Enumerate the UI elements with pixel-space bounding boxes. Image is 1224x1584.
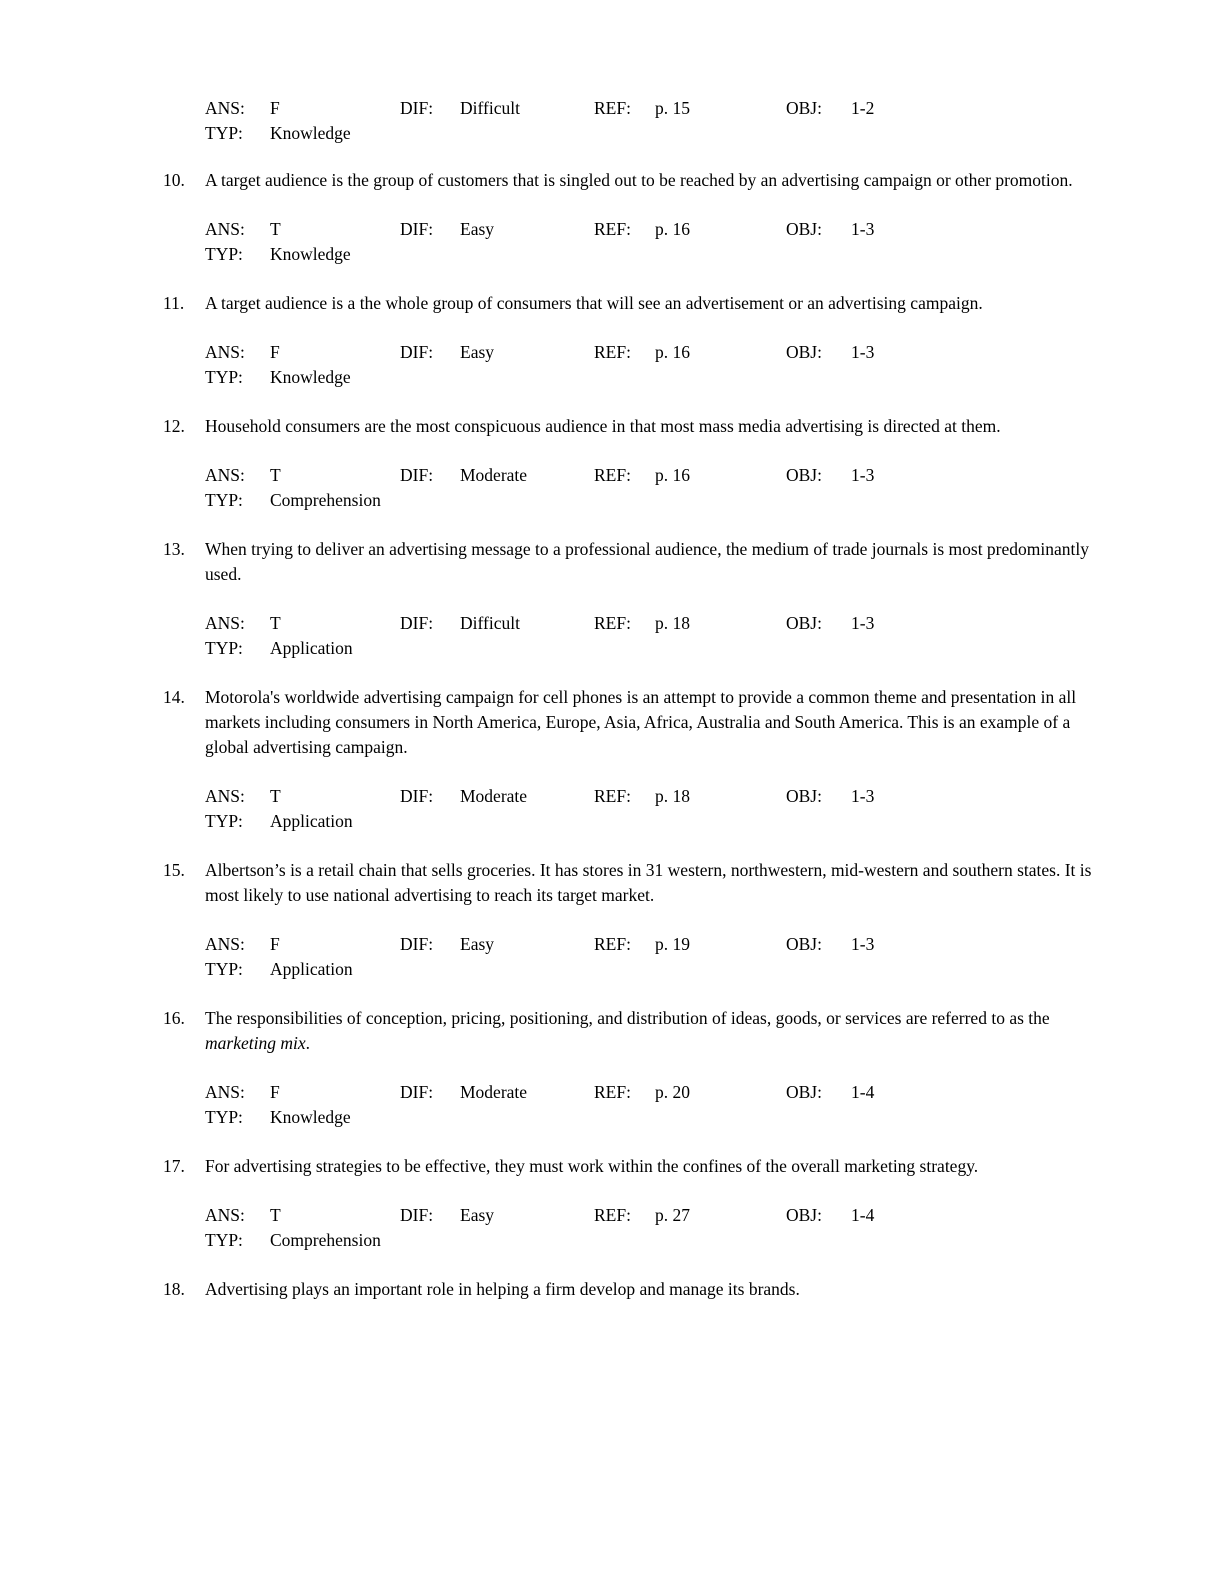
dif-label: DIF: [400, 342, 434, 362]
typ-label: TYP: [205, 123, 243, 143]
obj-value: 1-2 [851, 98, 875, 118]
answer-block [205, 784, 1106, 834]
typ-value: Application [270, 959, 353, 979]
question-text-row [163, 414, 1106, 439]
dif-label: DIF: [400, 1205, 434, 1225]
obj-cell [786, 96, 874, 121]
dif-cell [400, 96, 594, 121]
ref-label: REF: [594, 219, 631, 239]
dif-cell [400, 1203, 594, 1228]
typ-value: Knowledge [270, 123, 351, 143]
answer-row [205, 1080, 1106, 1105]
question-text [205, 168, 1105, 193]
typ-row [205, 809, 1106, 834]
ref-value: p. 27 [655, 1205, 690, 1225]
question-item [163, 1006, 1106, 1130]
dif-value: Easy [460, 219, 495, 239]
ref-label: REF: [594, 1205, 631, 1225]
ref-value: p. 18 [655, 786, 690, 806]
ans-value: T [270, 465, 281, 485]
typ-value: Application [270, 638, 353, 658]
question-item [163, 414, 1106, 513]
obj-label: OBJ: [786, 98, 822, 118]
dif-label: DIF: [400, 219, 434, 239]
question-item [163, 1277, 1106, 1302]
typ-row [205, 242, 1106, 267]
dif-value: Moderate [460, 786, 528, 806]
obj-label: OBJ: [786, 219, 822, 239]
ref-label: REF: [594, 98, 631, 118]
typ-value: Application [270, 811, 353, 831]
typ-value: Comprehension [270, 1230, 381, 1250]
question-text [205, 537, 1105, 587]
obj-cell [786, 784, 874, 809]
question-number: 18. [163, 1279, 185, 1299]
question-number: 15. [163, 860, 185, 880]
ref-value: p. 19 [655, 934, 690, 954]
question-number: 17. [163, 1156, 185, 1176]
dif-cell [400, 784, 594, 809]
ref-label: REF: [594, 342, 631, 362]
answer-block [205, 1203, 1106, 1253]
dif-cell [400, 217, 594, 242]
ans-label: ANS: [205, 786, 245, 806]
answer-block [205, 611, 1106, 661]
typ-value: Knowledge [270, 244, 351, 264]
typ-label: TYP: [205, 811, 243, 831]
question-text [205, 685, 1105, 760]
obj-value: 1-3 [851, 613, 875, 633]
question-text [205, 291, 1105, 316]
question-text-row [163, 1006, 1106, 1056]
question-text-row [163, 685, 1106, 760]
question-text-row [163, 858, 1106, 908]
ref-value: p. 16 [655, 465, 690, 485]
ref-label: REF: [594, 1082, 631, 1102]
obj-value: 1-3 [851, 786, 875, 806]
continuation-answer-block [205, 96, 1106, 146]
ref-cell [594, 784, 786, 809]
ref-value: p. 18 [655, 613, 690, 633]
questions-list [163, 168, 1106, 1302]
obj-value: 1-3 [851, 219, 875, 239]
typ-row [205, 365, 1106, 390]
ref-value: p. 20 [655, 1082, 690, 1102]
answer-row [205, 611, 1106, 636]
dif-cell [400, 463, 594, 488]
typ-label: TYP: [205, 959, 243, 979]
dif-value: Easy [460, 934, 495, 954]
dif-label: DIF: [400, 465, 434, 485]
ans-cell [205, 340, 400, 365]
typ-value: Knowledge [270, 1107, 351, 1127]
obj-label: OBJ: [786, 934, 822, 954]
ans-cell [205, 1203, 400, 1228]
ref-label: REF: [594, 786, 631, 806]
typ-row [205, 636, 1106, 661]
ans-value: F [270, 98, 280, 118]
question-text-segment: Advertising plays an important role in helping a firm develop and manage its brands. [205, 1279, 800, 1299]
question-text-row [163, 168, 1106, 193]
dif-label: DIF: [400, 786, 434, 806]
question-number: 11. [163, 293, 185, 313]
ans-label: ANS: [205, 934, 245, 954]
dif-cell [400, 340, 594, 365]
question-text [205, 1277, 1105, 1302]
ref-value: p. 16 [655, 342, 690, 362]
ans-label: ANS: [205, 1082, 245, 1102]
ans-value: F [270, 934, 280, 954]
question-text-segment: Motorola's worldwide advertising campaign for cell phones is an attempt to provide a common theme and presentation in all markets including consumers in North America, Europe, Asia, Africa, Australia and South America. This is an example of a global advertising campaign. [205, 687, 1077, 757]
question-text-segment: Albertson’s is a retail chain that sells groceries. It has stores in 31 western, northwestern, mid-western and southern states. It is most likely to use national advertising to reach its target market. [205, 860, 1092, 905]
ans-label: ANS: [205, 1205, 245, 1225]
dif-value: Easy [460, 1205, 495, 1225]
ans-value: F [270, 342, 280, 362]
ans-label: ANS: [205, 219, 245, 239]
question-text-segment: Household consumers are the most conspicuous audience in that most mass media advertising is directed at them. [205, 416, 1001, 436]
question-item [163, 858, 1106, 982]
question-text-row [163, 1154, 1106, 1179]
ref-cell [594, 611, 786, 636]
question-number: 13. [163, 539, 185, 559]
ref-cell [594, 1203, 786, 1228]
ans-value: T [270, 786, 281, 806]
ref-value: p. 16 [655, 219, 690, 239]
dif-label: DIF: [400, 934, 434, 954]
answer-block [205, 340, 1106, 390]
obj-cell [786, 463, 874, 488]
obj-cell [786, 217, 874, 242]
ref-value: p. 15 [655, 98, 690, 118]
dif-value: Difficult [460, 98, 520, 118]
obj-value: 1-4 [851, 1082, 875, 1102]
ans-cell [205, 96, 400, 121]
ans-cell [205, 217, 400, 242]
question-number: 16. [163, 1008, 185, 1028]
question-text-segment: marketing mix [205, 1033, 306, 1053]
answer-row [205, 96, 1106, 121]
typ-label: TYP: [205, 638, 243, 658]
answer-block [205, 463, 1106, 513]
obj-label: OBJ: [786, 1205, 822, 1225]
ref-cell [594, 340, 786, 365]
obj-label: OBJ: [786, 342, 822, 362]
obj-cell [786, 932, 874, 957]
question-text [205, 414, 1105, 439]
typ-label: TYP: [205, 244, 243, 264]
ref-label: REF: [594, 613, 631, 633]
ref-label: REF: [594, 465, 631, 485]
question-number: 14. [163, 687, 185, 707]
obj-value: 1-3 [851, 465, 875, 485]
answer-block [205, 1080, 1106, 1130]
question-item [163, 291, 1106, 390]
ref-label: REF: [594, 934, 631, 954]
typ-label: TYP: [205, 490, 243, 510]
question-text-row [163, 1277, 1106, 1302]
ans-label: ANS: [205, 98, 245, 118]
obj-value: 1-3 [851, 934, 875, 954]
dif-value: Moderate [460, 465, 528, 485]
typ-label: TYP: [205, 1107, 243, 1127]
question-text-segment: When trying to deliver an advertising message to a professional audience, the medium of trade journals is most predominantly used. [205, 539, 1089, 584]
answer-row [205, 217, 1106, 242]
question-text-segment: For advertising strategies to be effective, they must work within the confines of the overall marketing strategy. [205, 1156, 979, 1176]
ans-cell [205, 932, 400, 957]
question-item [163, 168, 1106, 267]
question-item [163, 1154, 1106, 1253]
ref-cell [594, 463, 786, 488]
question-text [205, 1006, 1105, 1056]
dif-label: DIF: [400, 98, 434, 118]
obj-cell [786, 1203, 874, 1228]
answer-row [205, 340, 1106, 365]
question-text-segment: . [305, 1033, 310, 1053]
ans-value: T [270, 613, 281, 633]
typ-value: Knowledge [270, 367, 351, 387]
dif-value: Moderate [460, 1082, 528, 1102]
question-number: 10. [163, 170, 185, 190]
question-text [205, 858, 1105, 908]
obj-label: OBJ: [786, 465, 822, 485]
ans-label: ANS: [205, 465, 245, 485]
typ-row [205, 957, 1106, 982]
ans-value: T [270, 219, 281, 239]
typ-row [205, 121, 1106, 146]
obj-value: 1-4 [851, 1205, 875, 1225]
dif-label: DIF: [400, 613, 434, 633]
ref-cell [594, 96, 786, 121]
ans-cell [205, 611, 400, 636]
typ-row [205, 488, 1106, 513]
obj-cell [786, 340, 874, 365]
ref-cell [594, 1080, 786, 1105]
typ-label: TYP: [205, 367, 243, 387]
dif-value: Easy [460, 342, 495, 362]
dif-label: DIF: [400, 1082, 434, 1102]
question-text-segment: The responsibilities of conception, pricing, positioning, and distribution of ideas, goods, or services are referred to as the [205, 1008, 1050, 1028]
typ-value: Comprehension [270, 490, 381, 510]
obj-value: 1-3 [851, 342, 875, 362]
ans-cell [205, 784, 400, 809]
dif-cell [400, 1080, 594, 1105]
question-text-segment: A target audience is the group of customers that is singled out to be reached by an advertising campaign or other promotion. [205, 170, 1073, 190]
obj-label: OBJ: [786, 786, 822, 806]
ref-cell [594, 932, 786, 957]
dif-value: Difficult [460, 613, 520, 633]
answer-row [205, 932, 1106, 957]
typ-label: TYP: [205, 1230, 243, 1250]
answer-block [205, 932, 1106, 982]
ans-label: ANS: [205, 342, 245, 362]
question-text [205, 1154, 1105, 1179]
question-number: 12. [163, 416, 185, 436]
ref-cell [594, 217, 786, 242]
dif-cell [400, 611, 594, 636]
ans-cell [205, 463, 400, 488]
question-text-row [163, 291, 1106, 316]
answer-row [205, 784, 1106, 809]
ans-label: ANS: [205, 613, 245, 633]
answer-block [205, 217, 1106, 267]
ans-value: F [270, 1082, 280, 1102]
question-text-row [163, 537, 1106, 587]
typ-row [205, 1105, 1106, 1130]
obj-label: OBJ: [786, 1082, 822, 1102]
question-text-segment: A target audience is a the whole group of consumers that will see an advertisement or an advertising campaign. [205, 293, 983, 313]
ans-cell [205, 1080, 400, 1105]
typ-row [205, 1228, 1106, 1253]
ans-value: T [270, 1205, 281, 1225]
obj-cell [786, 611, 874, 636]
answer-row [205, 1203, 1106, 1228]
answer-row [205, 463, 1106, 488]
obj-cell [786, 1080, 874, 1105]
dif-cell [400, 932, 594, 957]
question-item [163, 685, 1106, 834]
obj-label: OBJ: [786, 613, 822, 633]
question-item [163, 537, 1106, 661]
